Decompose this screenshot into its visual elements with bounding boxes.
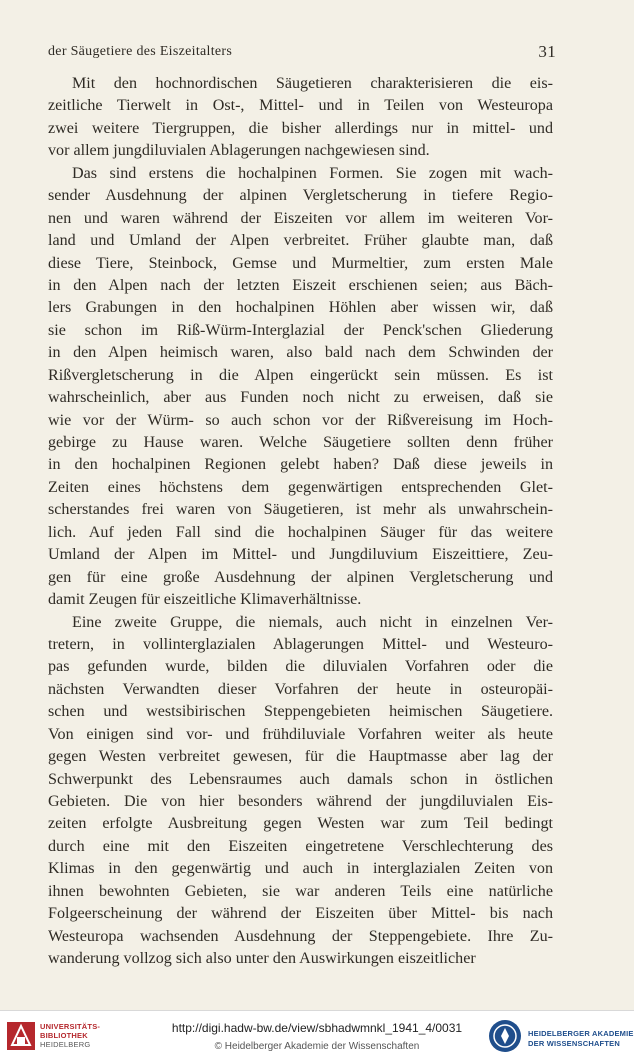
text-line: schen und westsibirischen Steppengebieten heimischen Säugetiere. [48, 703, 553, 721]
text-line: nächsten Verwandten dieser Vorfahren der heute in osteuropäi- [48, 680, 553, 698]
text-line: Gebieten. Die von hier besonders während der jungdiluvialen Eis- [48, 793, 553, 810]
text-line: Zeiten eines höchstens dem gegenwärtigen entsprechenden Glet- [48, 478, 553, 496]
text-line: sie schon im Riß-Würm-Interglazial der Penck'schen Gliederung [48, 321, 553, 339]
running-title: der Säugetiere des Eiszeitalters [48, 44, 233, 59]
page-number: 31 [538, 42, 556, 61]
text-line: gebirge zu Hause waren. Welche Säugetiere sollten denn früher [48, 434, 553, 451]
academy-logo[interactable] [488, 1019, 634, 1055]
text-line: Eine zweite Gruppe, die niemals, auch nicht in einzelnen Ver- [72, 613, 553, 631]
uni-name-line-1: UNIVERSITÄTS- [40, 1022, 101, 1031]
text-line: lers Grabungen in den hochalpinen Höhlen aber wissen wir, daß [48, 299, 553, 317]
text-line: scherstandes frei waren von Säugetieren, ist mehr als unwahrschein- [48, 501, 553, 519]
text-line: lich. Auf jeden Fall sind die hochalpinen Säuger für das weitere [48, 523, 553, 541]
text-line: gen für eine große Ausdehnung der alpinen Vergletscherung und [48, 568, 553, 586]
text-line: gegen Westen verbreitet gewesen, für die Hauptmasse aber lag der [48, 748, 553, 766]
text-line: in den Alpen nach der letzten Eiszeit erschienen seien; aus Bäch- [48, 276, 553, 294]
text-line: Mit den hochnordischen Säugetieren charakterisieren die eis- [72, 75, 553, 92]
text-line: ihnen bewohnten Gebieten, sie war anderen Teils eine natürliche [48, 882, 553, 900]
uni-name-line-2: BIBLIOTHEK [40, 1031, 88, 1040]
copyright-notice: © Heidelberger Akademie der Wissenschaften [214, 1041, 420, 1052]
text-line: Von einigen sind vor- und frühdiluviale Vorfahren weiter als heute [48, 725, 553, 743]
text-line: damit Zeugen für eiszeitliche Klimaverhältnisse. [48, 591, 362, 609]
uni-name-line-3: HEIDELBERG [40, 1040, 91, 1049]
text-line: durch eine mit den Eiszeiten eingetretene Verschlechterung des [48, 837, 553, 855]
text-line: Umland der Alpen im Mittel- und Jungdiluvium Eiszeittiere, Zeu- [48, 546, 553, 564]
text-line: in den hochalpinen Regionen gelebt haben? Daß diese jeweils in [48, 456, 553, 474]
text-line: pas gefunden wurde, bilden die diluvialen Vorfahren oder die [48, 658, 553, 676]
text-line: Rißvergletscherung in die Alpen eingerückt sein müssen. Es ist [48, 366, 553, 384]
viewer-footer [0, 1010, 634, 1060]
text-line: Folgeerscheinung der während der Eiszeiten über Mittel- bis nach [48, 905, 553, 923]
text-line: Westeuropa wachsenden Ausdehnung der Steppengebiete. Ihre Zu- [48, 927, 553, 945]
text-line: vor allem jungdiluvialen Ablagerungen nachgewiesen sind. [48, 142, 430, 160]
body-text [48, 73, 553, 971]
text-line: nen und waren während der Eiszeiten vor allem im weiteren Vor- [48, 209, 553, 227]
text-line: wie vor der Würm- so auch schon vor der Rißvereisung im Hoch- [48, 411, 553, 429]
text-line: in den Alpen heimisch waren, also bald nach dem Schwinden der [48, 344, 553, 362]
academy-seal-icon [488, 1019, 522, 1053]
page-header [48, 44, 556, 66]
text-line: diese Tiere, Steinbock, Gemse und Murmeltier, zum ersten Male [48, 254, 553, 272]
academy-name-line-2: DER WISSENSCHAFTEN [528, 1039, 620, 1048]
academy-name-line-1: HEIDELBERGER AKADEMIE [528, 1029, 634, 1038]
text-line: zwei weitere Tiergruppen, die bisher allerdings nur in mittel- und [48, 119, 553, 137]
text-line: sender Ausdehnung der alpinen Vergletscherung in tiefere Regio- [48, 187, 553, 205]
text-line: wanderung vollzog sich also unter den Auswirkungen eiszeitlicher [48, 950, 476, 968]
text-line: zeitliche Tierwelt in Ost-, Mittel- und in Teilen von Westeuropa [48, 97, 553, 115]
text-line: tretern, in vollinterglazialen Ablagerungen Mittel- und Westeuro- [48, 635, 553, 653]
text-line: Schwerpunkt des Lebensraumes auch damals schon in östlichen [48, 770, 553, 788]
text-line: wahrscheinlich, aber aus Funden noch nicht zu erweisen, daß sie [48, 389, 553, 407]
text-line: Das sind erstens die hochalpinen Formen. Sie zogen mit wach- [72, 164, 553, 182]
text-line: land und Umland der Alpen verbreitet. Früher glaubte man, daß [48, 232, 553, 250]
text-line: zeiten erfolgte Ausbreitung gegen Westen war zum Teil bedingt [48, 815, 553, 833]
permalink-url[interactable]: http://digi.hadw-bw.de/view/sbhadwmnkl_1941_4/0031 [171, 1021, 463, 1035]
text-line: Klimas in den gegenwärtig und auch in interglazialen Zeiten von [48, 860, 553, 878]
